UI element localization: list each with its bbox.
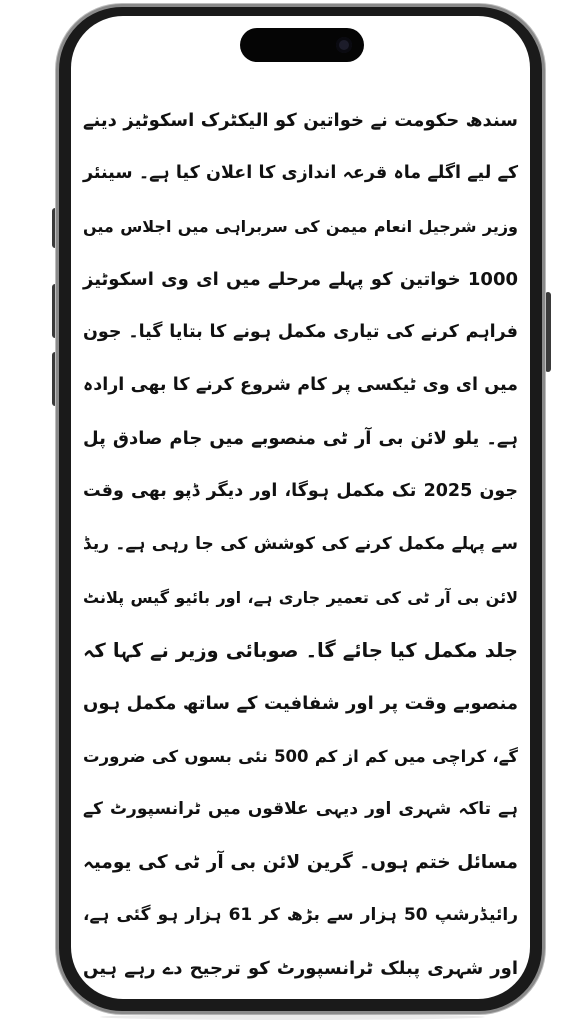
article-line: رائیڈرشپ 50 ہزار سے بڑھ کر 61 ہزار ہو گئی ہے، xyxy=(83,905,518,925)
article-line: میں ای وی ٹیکسی پر کام شروع کرنے کا بھی ارادہ xyxy=(83,375,518,395)
news-article xyxy=(83,94,518,995)
article-line: سے پہلے مکمل کرنے کی کوشش کی جا رہی ہے۔ ریڈ xyxy=(83,534,518,554)
article-line: 1000 خواتین کو پہلے مرحلے میں ای وی اسکوٹیز xyxy=(83,269,518,290)
article-line: منصوبے وقت پر اور شفافیت کے ساتھ مکمل ہوں xyxy=(83,693,518,714)
power-button xyxy=(545,292,551,372)
article-line: اور شہری پبلک ٹرانسپورٹ کو ترجیح دے رہے ہیں xyxy=(83,958,518,979)
article-line: مسائل ختم ہوں۔ گرین لائن بی آر ٹی کی یومیہ xyxy=(83,852,518,873)
article-line: جون 2025 تک مکمل ہوگا، اور دیگر ڈپو بھی وقت xyxy=(83,481,518,501)
article-line: گے، کراچی میں کم از کم 500 نئی بسوں کی ضرورت xyxy=(83,747,518,766)
article-line: سندھ حکومت نے خواتین کو الیکٹرک اسکوٹیز دینے xyxy=(83,110,518,131)
article-line: جلد مکمل کیا جائے گا۔ صوبائی وزیر نے کہا کہ xyxy=(83,639,518,662)
dynamic-island xyxy=(240,28,364,62)
article-line: فراہم کرنے کی تیاری مکمل ہونے کا بتایا گیا۔ جون xyxy=(83,322,518,342)
article-line: وزیر شرجیل انعام میمن کی سربراہی میں اجلاس میں xyxy=(83,217,518,236)
article-line: کے لیے اگلے ماہ قرعہ اندازی کا اعلان کیا ہے۔ سینئر xyxy=(83,163,518,183)
camera-icon xyxy=(336,37,352,53)
article-line: لائن بی آر ٹی کی تعمیر جاری ہے، اور بائیو گیس پلانٹ xyxy=(83,588,518,607)
article-line: ہے تاکہ شہری اور دیہی علاقوں میں ٹرانسپورٹ کے xyxy=(83,799,518,819)
article-line: ہے۔ یلو لائن بی آر ٹی منصوبے میں جام صادق پل xyxy=(83,428,518,449)
phone-shadow xyxy=(100,1014,485,1020)
phone-screen xyxy=(71,16,530,999)
